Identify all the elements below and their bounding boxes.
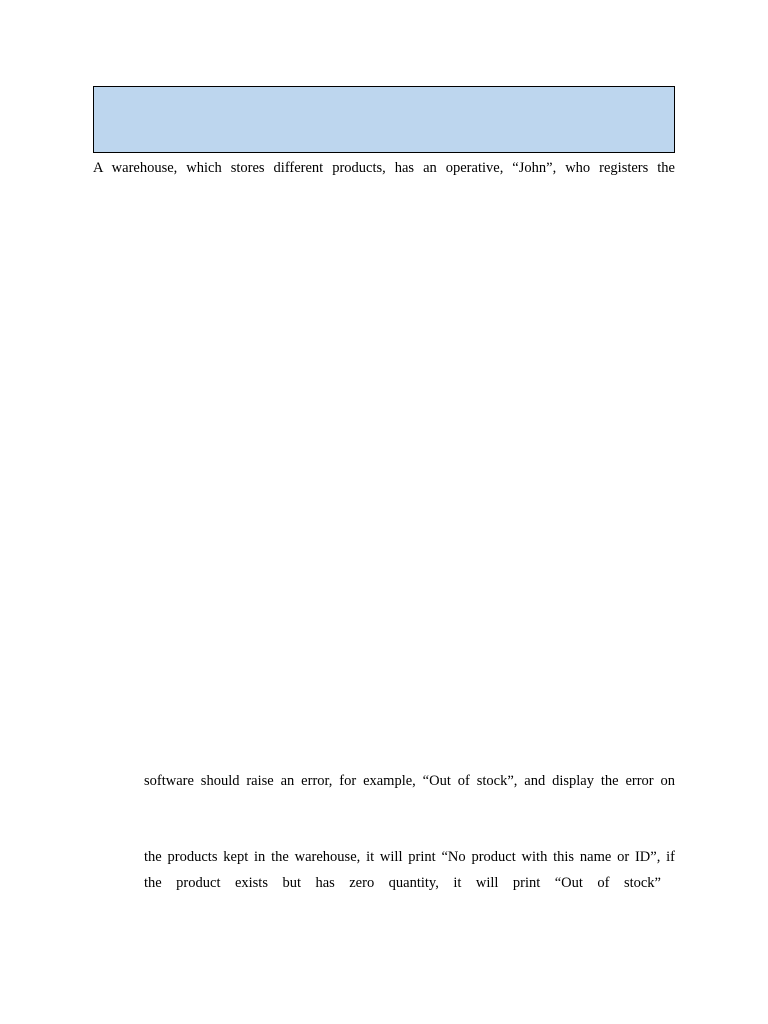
- paragraph-line-2: software should raise an error, for example, “Out of stock”, and display the error on: [144, 773, 675, 789]
- paragraph-line-4: the product exists but has zero quantity, it will print “Out of stock”: [144, 875, 661, 891]
- paragraph-line-1: A warehouse, which stores different products, has an operative, “John”, who registers the: [93, 160, 675, 176]
- paragraph-line-3: the products kept in the warehouse, it will print “No product with this name or ID”, if: [144, 849, 675, 865]
- section-header-box: [93, 86, 675, 153]
